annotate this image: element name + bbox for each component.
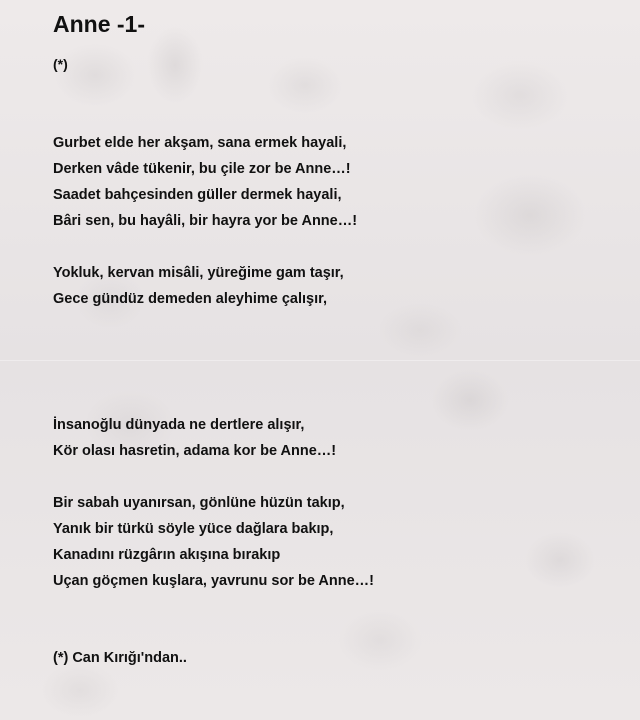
poem-line: Bâri sen, bu hayâli, bir hayra yor be Anne…! [53, 213, 358, 229]
poem-line: Gurbet elde her akşam, sana ermek hayali, [53, 135, 347, 151]
poem-line: Gece gündüz demeden aleyhime çalışır, [53, 291, 327, 307]
poem-line: Derken vâde tükenir, bu çile zor be Anne…! [53, 161, 351, 177]
poem-line: Bir sabah uyanırsan, gönlüne hüzün takıp, [53, 495, 345, 511]
poem-line: Kanadını rüzgârın akışına bırakıp [53, 547, 281, 563]
poem-line: Uçan göçmen kuşlara, yavrunu sor be Anne…! [53, 573, 374, 589]
poem-line: Yanık bir türkü söyle yüce dağlara bakıp, [53, 521, 334, 537]
footnote: (*) Can Kırığı'ndan.. [53, 650, 187, 666]
note-marker: (*) [53, 56, 68, 72]
poem-line: Kör olası hasretin, adama kor be Anne…! [53, 443, 337, 459]
background-seam [0, 360, 640, 361]
poem-line: Yokluk, kervan misâli, yüreğime gam taşır, [53, 265, 344, 281]
poem-line: Saadet bahçesinden güller dermek hayali, [53, 187, 342, 203]
poem-line: İnsanoğlu dünyada ne dertlere alışır, [53, 417, 305, 433]
poem-title: Anne -1- [53, 11, 145, 37]
